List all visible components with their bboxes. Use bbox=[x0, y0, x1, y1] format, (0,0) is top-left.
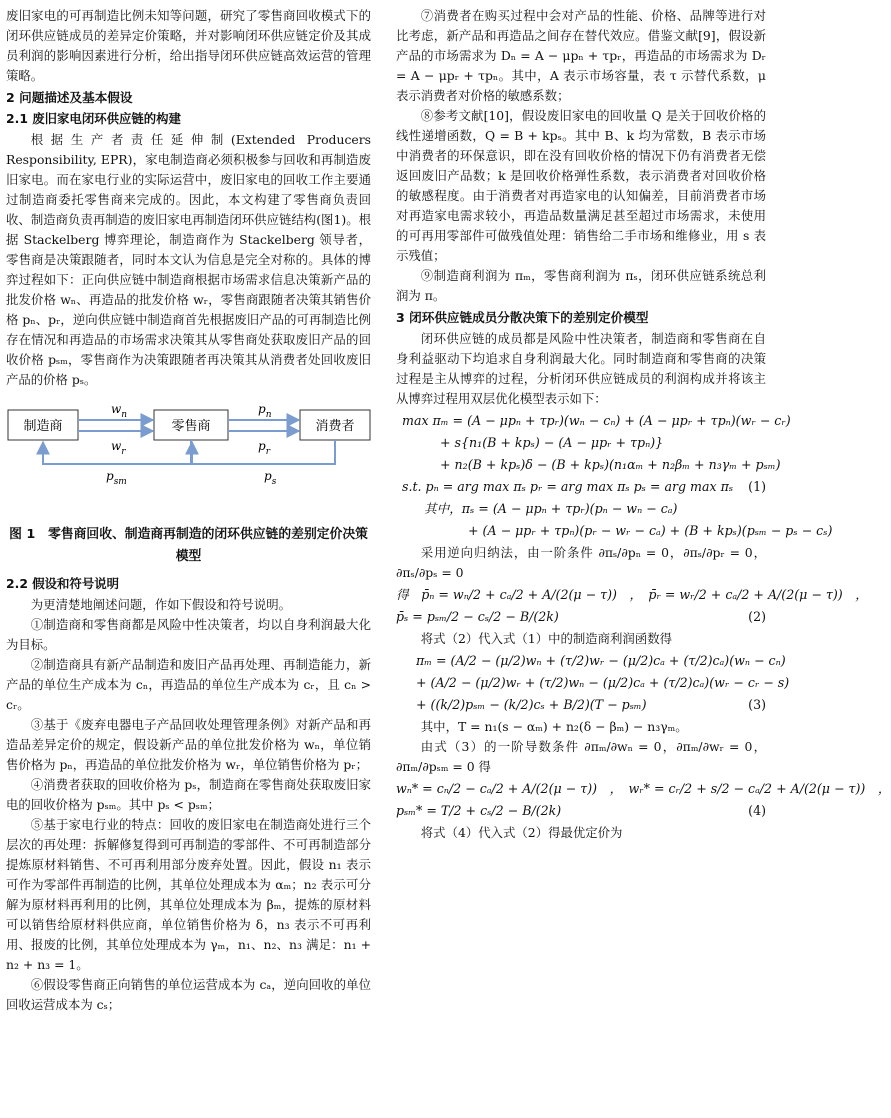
figure-1-diagram bbox=[6, 394, 371, 512]
backward-induction-text: 采用逆向归纳法，由一阶条件 ∂πₛ/∂pₙ = 0，∂πₛ/∂pᵣ = 0，∂πₛ/∂pₛ = 0 bbox=[396, 545, 766, 580]
right-column bbox=[396, 6, 891, 843]
label-ps: $p_s$ bbox=[264, 469, 277, 487]
assumption-3: ③基于《废弃电器电子产品回收处理管理条例》对新产品和再造品差异定价的规定，假设新产品的单位批发价格为 wₙ，单位销售价格为 pₙ，再造品的单位批发价格为 wᵣ，单位销售价格为 pᵣ； bbox=[6, 717, 371, 772]
equation-4-number: (4) bbox=[748, 803, 766, 818]
label-wn: $w_n$ bbox=[111, 402, 128, 420]
label-psm: $p_{sm}$ bbox=[106, 469, 127, 487]
assumption-8: ⑧参考文献[10]，假设废旧家电的回收量 Q 是关于回收价格的线性递增函数，Q = B + kpₛ。其中 B、k 均为常数，B 表示市场中消费者的环保意识，即在没有回收价格的情况下仍有消费者无偿返回废旧产品数；k 是回收价格弹性系数，表示消费者对回收价格的敏感程度。由于消费者对再造家电的认知偏差，目前消费者市场对再造家电需求较小，再造品数量满足甚至超过市场需求，未使用的可再用零部件可做残值处理：销售给二手市场和维修业，用 s 表示残值； bbox=[396, 108, 766, 263]
equation-3-line-1: πₘ = (A/2 − (μ/2)wₙ + (τ/2)wᵣ − (μ/2)cₐ + (τ/2)cₐ)(wₙ − cₙ) bbox=[416, 653, 786, 668]
assumption-4: ④消费者获取的回收价格为 pₛ，制造商在零售商处获取废旧家电的回收价格为 pₛₘ。其中 pₛ < pₛₘ； bbox=[6, 777, 371, 812]
section-2-2-title: 2.2 假设和符号说明 bbox=[6, 576, 119, 591]
equation-2-number: (2) bbox=[748, 609, 766, 624]
final-substitution-text: 将式（4）代入式（2）得最优定价为 bbox=[420, 825, 623, 840]
equation-4-psm-line bbox=[396, 801, 766, 821]
equation-1-constraints: s.t. pₙ = arg max πₛ pᵣ = arg max πₛ pₛ = arg max πₛ bbox=[402, 479, 734, 494]
label-pn: $p_n$ bbox=[258, 402, 272, 420]
assumption-5: ⑤基于家电行业的特点：回收的废旧家电在制造商处进行三个层次的再处理：拆解修复得到可再制造的零部件、不可再制造部分提炼原材料销售、不可再利用部分废弃处置。因此，假设 n₁ 表示可作为零部件再制造的比例，其单位处理成本为 αₘ；n₂ 表示可分解为原材料再利用的比例，其单位处理成本为 βₘ，提炼的原材料可以销售给原材料供应商，单位销售价格为 δ，n₃ 表示不可再利用、报废的比例，其单位处理成本为 γₘ，n₁、n₂、n₃ 满足：n₁ + n₂ + n₃ = 1。 bbox=[6, 817, 371, 972]
section-3-title: 3 闭环供应链成员分散决策下的差别定价模型 bbox=[396, 310, 649, 325]
equation-3-where: 其中，T = n₁(s − αₘ) + n₂(δ − βₘ) − n₃γₘ。 bbox=[420, 719, 688, 734]
equation-1-line-3: + n₂(B + kpₛ)δ − (B + kpₛ)(n₁αₘ + n₂βₘ + n₃γₘ + pₛₘ) bbox=[440, 457, 781, 472]
left-column bbox=[6, 6, 371, 1015]
intro-paragraph: 废旧家电的可再制造比例未知等问题，研究了零售商回收模式下的闭环供应链成员的差异定价策略，并对影响闭环供应链定价及其成员利润的影响因素进行分析，给出指导闭环供应链高效运营的管理策略。 bbox=[6, 8, 371, 83]
equation-3-number: (3) bbox=[748, 697, 766, 712]
equation-1-where-2: + (A − μpᵣ + τpₙ)(pᵣ − wᵣ − cₐ) + (B + kpₛ)(pₛₘ − pₛ − cₛ) bbox=[468, 523, 833, 538]
equation-1-line-1: max πₘ = (A − μpₙ + τpᵣ)(wₙ − cₙ) + (A − μpᵣ + τpₙ)(wᵣ − cᵣ) bbox=[402, 413, 791, 428]
substitution-text-2: 将式（2）代入式（1）中的制造商利润函数得 bbox=[420, 631, 672, 646]
equation-2-ps: p̄ₛ = pₛₘ/2 − cₛ/2 − B/(2k) bbox=[396, 609, 559, 624]
section-2-2-intro: 为更清楚地阐述问题，作如下假设和符号说明。 bbox=[30, 597, 291, 612]
equation-3-line-3 bbox=[396, 695, 766, 715]
equation-3-line-2: + (A/2 − (μ/2)wᵣ + (τ/2)wₙ − (μ/2)cₐ + (τ/2)cₐ)(wᵣ − cᵣ − s) bbox=[416, 675, 790, 690]
section-2-1-body: 根据生产者责任延伸制(Extended Producers Responsibility, EPR)，家电制造商必须积极参与回收和再制造废旧家电。而在家电行业的实际运营中，废旧家电的回收工作主要通过制造商委托零售商来完成的。因此，本文构建了零售商负责回收、制造商负责再制造的废旧家电再制造闭环供应链结构(图1)。根据 Stackelberg 博弈理论，制造商作为 Stackelberg 领导者，零售商是决策跟随者，同时本文认为信息是完全对称的。具体的博弈过程如下：正向供应链中制造商根据市场需求信息决策新产品的批发价格 wₙ、再造品的批发价格 wᵣ，零售商跟随者决策其销售价格 pₙ、pᵣ，逆向供应链中制造商首先根据废旧产品的可再制造比例存在情况和再造品的市场需求决策其从零售商处获取废旧产品的回收价格 pₛₘ，零售商作为决策跟随者再决策其从消费者处回收废旧产品的价格 pₛ。 bbox=[6, 132, 371, 387]
equation-1-line-4 bbox=[396, 477, 766, 497]
equation-4-wholesale: wₙ* = cₙ/2 − cₐ/2 + A/(2(μ − τ)) ， wᵣ* = cᵣ/2 + s/2 − cₐ/2 + A/(2(μ − τ)) ， bbox=[396, 781, 891, 796]
first-order-condition-3: 由式（3）的一阶导数条件 ∂πₘ/∂wₙ = 0，∂πₘ/∂wᵣ = 0，∂πₘ/∂pₛₘ = 0 得 bbox=[396, 739, 766, 774]
label-wr: $w_r$ bbox=[111, 439, 126, 457]
section-3-body: 闭环供应链的成员都是风险中性决策者，制造商和零售商在自身利益驱动下均追求自身利润最大化。同时制造商和零售商的决策过程是主从博弈的过程，分析闭环供应链成员的利润构成并将该主从博弈过程用双层优化模型表示如下： bbox=[396, 331, 766, 406]
equation-1-line-2: + s{n₁(B + kpₛ) − (A − μpᵣ + τpₙ)} bbox=[440, 435, 664, 450]
assumption-7: ⑦消费者在购买过程中会对产品的性能、价格、品牌等进行对比考虑，新产品和再造品之间存在替代效应。借鉴文献[9]，假设新产品的市场需求为 Dₙ = A − μpₙ + τpᵣ，再造品的市场需求为 Dᵣ = A − μpᵣ + τpₙ。其中，A 表示市场容量，表 τ 示替代系数，μ 表示消费者对价格的敏感系数； bbox=[396, 8, 766, 103]
assumption-1: ①制造商和零售商都是风险中性决策者，均以自身利润最大化为目标。 bbox=[6, 617, 371, 652]
section-2-title: 2 问题描述及基本假设 bbox=[6, 90, 133, 105]
equation-1-where: 其中，πₛ = (A − μpₙ + τpᵣ)(pₙ − wₙ − cₐ) bbox=[424, 501, 678, 516]
assumption-9: ⑨制造商利润为 πₘ，零售商利润为 πₛ，闭环供应链系统总利润为 π。 bbox=[396, 268, 766, 303]
assumption-6: ⑥假设零售商正向销售的单位运营成本为 cₐ，逆向回收的单位回收运营成本为 cₛ； bbox=[6, 977, 371, 1012]
equation-2-ps-line bbox=[396, 607, 766, 627]
node-manufacturer: 制造商 bbox=[23, 419, 63, 434]
label-pr: $p_r$ bbox=[258, 439, 270, 457]
assumption-2: ②制造商具有新产品制造和废旧产品再处理、再制造能力，新产品的单位生产成本为 cₙ，再造品的单位生产成本为 cᵣ，且 cₙ > cᵣ。 bbox=[6, 657, 371, 712]
equation-1-number: (1) bbox=[748, 479, 766, 494]
node-retailer: 零售商 bbox=[171, 419, 211, 434]
figure-1-caption: 图 1 零售商回收、制造商再制造的闭环供应链的差别定价决策模型 bbox=[9, 527, 368, 564]
node-consumer: 消费者 bbox=[315, 419, 355, 434]
section-2-1-title: 2.1 废旧家电闭环供应链的构建 bbox=[6, 111, 181, 126]
equation-3-term-3: + ((k/2)pₛₘ − (k/2)cₛ + B/2)(T − pₛₘ) bbox=[416, 697, 647, 712]
equation-2-prices: 得 p̄ₙ = wₙ/2 + cₐ/2 + A/(2(μ − τ)) ， p̄ᵣ = wᵣ/2 + cₐ/2 + A/(2(μ − τ)) ， bbox=[396, 587, 868, 602]
equation-4-psm: pₛₘ* = T/2 + cₛ/2 − B/(2k) bbox=[396, 803, 562, 818]
